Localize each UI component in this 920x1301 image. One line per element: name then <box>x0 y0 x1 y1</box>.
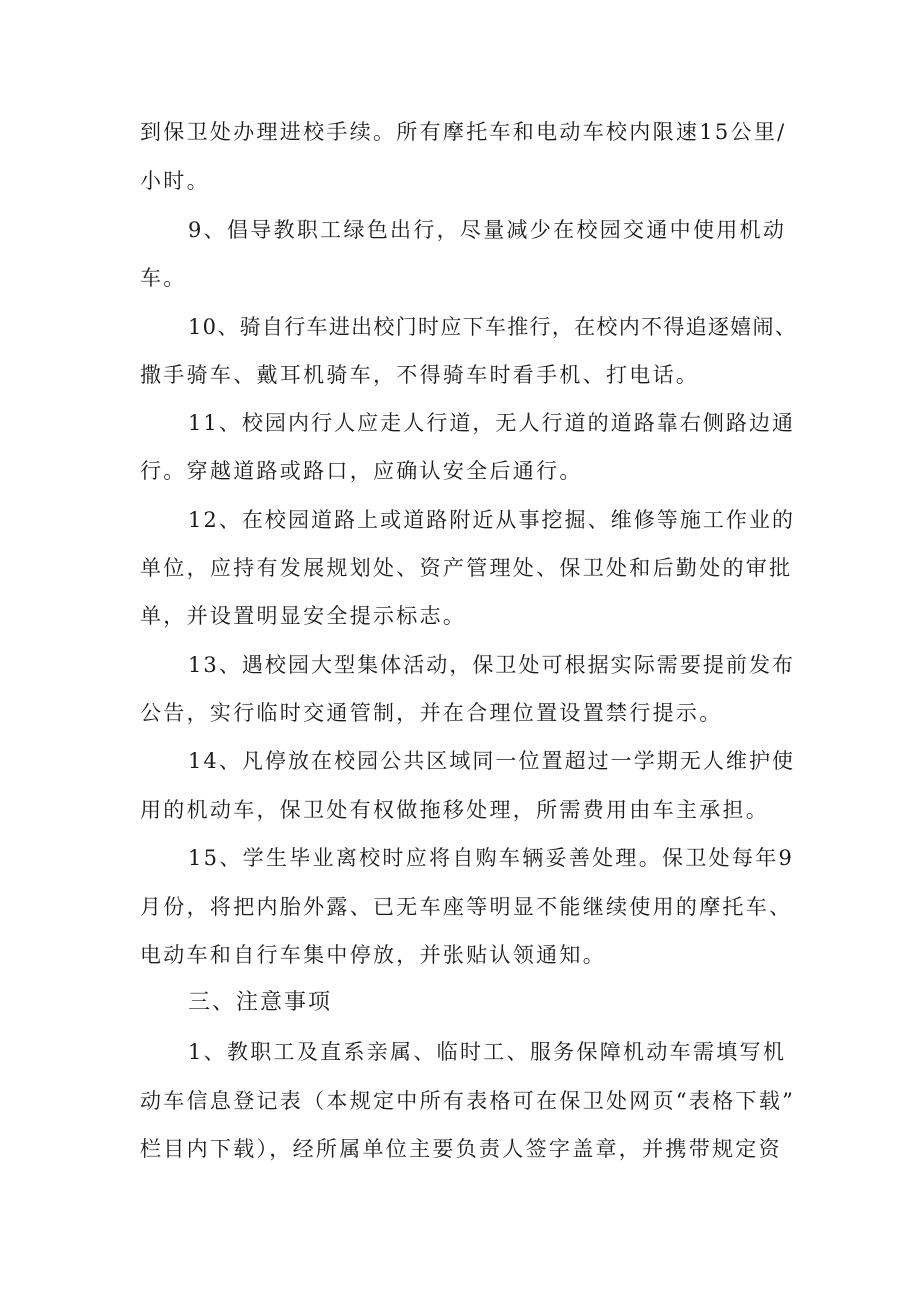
paragraph-12-line-1: 12、在校园道路上或道路附近从事挖掘、维修等施工作业的 <box>188 508 796 532</box>
text-line: 月份，将把内胎外露、已无车座等明显不能继续使用的摩托车、 <box>140 895 793 919</box>
paragraph-15-line-1: 15、学生毕业离校时应将自购车辆妥善处理。保卫处每年9 <box>188 846 795 870</box>
text-line: 动车信息登记表（本规定中所有表格可在保卫处网页“表格下载” <box>140 1089 796 1113</box>
text-line: 单，并设置明显安全提示标志。 <box>140 604 467 628</box>
text-line: 行。穿越道路或路口，应确认安全后通行。 <box>140 459 583 483</box>
paragraph-14-line-1: 14、凡停放在校园公共区域同一位置超过一学期无人维护使 <box>188 749 796 773</box>
paragraph-1-line-1: 1、教职工及直系亲属、临时工、服务保障机动车需填写机 <box>188 1040 787 1064</box>
section-heading: 三、注意事项 <box>188 990 333 1015</box>
text-line: 到保卫处办理进校手续。所有摩托车和电动车校内限速15公里/ <box>140 120 787 144</box>
paragraph-10-line-1: 10、骑自行车进出校门时应下车推行，在校内不得追逐嬉闹、 <box>188 315 798 339</box>
text-line: 小时。 <box>140 169 210 193</box>
text-line: 电动车和自行车集中停放，并张贴认领通知。 <box>140 943 606 967</box>
paragraph-13-line-1: 13、遇校园大型集体活动，保卫处可根据实际需要提前发布 <box>188 653 796 677</box>
text-line: 公告，实行临时交通管制，并在合理位置设置禁行提示。 <box>140 701 723 725</box>
text-line: 车。 <box>140 266 187 290</box>
text-line: 单位，应持有发展规划处、资产管理处、保卫处和后勤处的审批 <box>140 556 793 580</box>
text-line: 撒手骑车、戴耳机骑车，不得骑车时看手机、打电话。 <box>140 363 700 387</box>
text-line: 用的机动车，保卫处有权做拖移处理，所需费用由车主承担。 <box>140 798 770 822</box>
paragraph-9-line-1: 9、倡导教职工绿色出行，尽量减少在校园交通中使用机动 <box>188 218 787 242</box>
paragraph-11-line-1: 11、校园内行人应走人行道，无人行道的道路靠右侧路边通 <box>188 411 796 435</box>
text-line: 栏目内下载），经所属单位主要负责人签字盖章，并携带规定资 <box>140 1137 782 1161</box>
